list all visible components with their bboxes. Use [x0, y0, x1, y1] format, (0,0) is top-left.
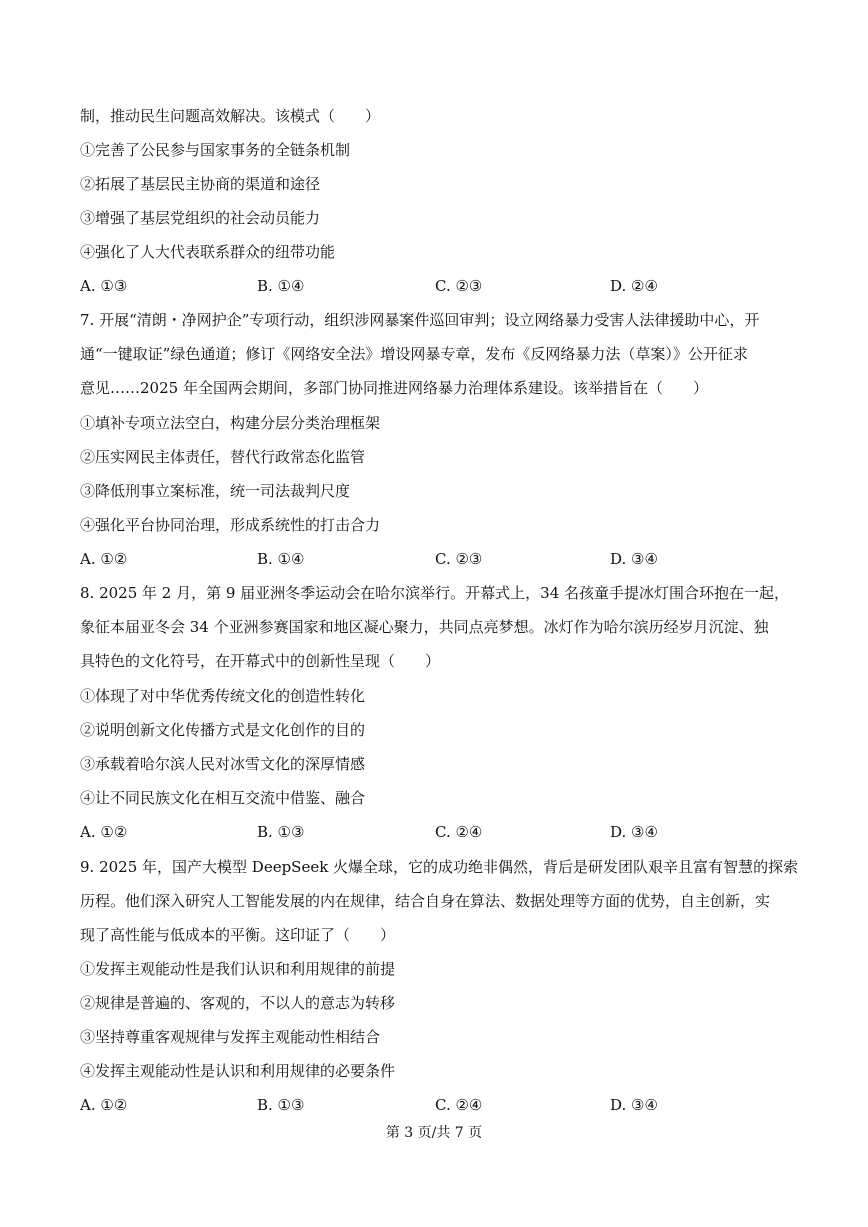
q9-option-c: C. ②④ [435, 1096, 483, 1114]
q7-option-a: A. ①② [80, 550, 128, 568]
q6-stem-tail: 制，推动民生问题高效解决。该模式（ ） [80, 107, 381, 125]
q6-option-c: C. ②③ [435, 277, 483, 295]
q7-options [80, 549, 790, 569]
q8-statement-1: ①体现了对中华优秀传统文化的创造性转化 [80, 687, 366, 705]
q7-stem-line-1: 7. 开展“清朗・净网护企”专项行动，组织涉网暴案件巡回审判；设立网络暴力受害人法律援助中心，开 [80, 311, 760, 329]
q9-stem-line-2: 历程。他们深入研究人工智能发展的内在规律，结合自身在算法、数据处理等方面的优势，自主创新，实 [80, 892, 771, 910]
q7-statement-3: ③降低刑事立案标准，统一司法裁判尺度 [80, 482, 351, 500]
q8-options [80, 822, 790, 842]
q9-options [80, 1095, 790, 1115]
q8-statement-3: ③承载着哈尔滨人民对冰雪文化的深厚情感 [80, 755, 366, 773]
q9-statement-2: ②规律是普遍的、客观的，不以人的意志为转移 [80, 994, 396, 1012]
q9-statement-3: ③坚持尊重客观规律与发挥主观能动性相结合 [80, 1028, 381, 1046]
q7-stem-line-2: 通“一键取证”绿色通道；修订《网络安全法》增设网暴专章，发布《反网络暴力法（草案）》公开征求 [80, 345, 748, 363]
q8-stem-line-1: 8. 2025 年 2 月，第 9 届亚洲冬季运动会在哈尔滨举行。开幕式上，34 名孩童手提冰灯围合环抱在一起， [80, 584, 790, 602]
q7-option-d: D. ③④ [610, 550, 658, 568]
q9-stem-line-3: 现了高性能与低成本的平衡。这印证了（ ） [80, 926, 396, 944]
q7-statement-2: ②压实网民主体责任，替代行政常态化监管 [80, 448, 366, 466]
q6-option-d: D. ②④ [610, 277, 658, 295]
q9-statement-1: ①发挥主观能动性是我们认识和利用规律的前提 [80, 960, 396, 978]
q8-statement-4: ④让不同民族文化在相互交流中借鉴、融合 [80, 789, 366, 807]
q9-statement-4: ④发挥主观能动性是认识和利用规律的必要条件 [80, 1062, 396, 1080]
q7-option-c: C. ②③ [435, 550, 483, 568]
q9-option-a: A. ①② [80, 1096, 128, 1114]
q9-option-b: B. ①③ [257, 1096, 305, 1114]
q8-option-b: B. ①③ [257, 823, 305, 841]
q9-stem-line-1: 9. 2025 年，国产大模型 DeepSeek 火爆全球，它的成功绝非偶然，背后是研发团队艰辛且富有智慧的探索 [80, 858, 799, 876]
q7-option-b: B. ①④ [257, 550, 305, 568]
q7-stem-line-3: 意见……2025 年全国两会期间，多部门协同推进网络暴力治理体系建设。该举措旨在（ ） [80, 379, 708, 397]
q8-option-a: A. ①② [80, 823, 128, 841]
q6-statement-3: ③增强了基层党组织的社会动员能力 [80, 209, 321, 227]
page-number-footer: 第 3 页/共 7 页 [385, 1125, 483, 1141]
q6-options [80, 276, 790, 296]
q8-option-d: D. ③④ [610, 823, 658, 841]
q6-statement-4: ④强化了人大代表联系群众的纽带功能 [80, 243, 336, 261]
q8-stem-line-2: 象征本届亚冬会 34 个亚洲参赛国家和地区凝心聚力，共同点亮梦想。冰灯作为哈尔滨历经岁月沉淀、独 [80, 618, 769, 636]
q8-statement-2: ②说明创新文化传播方式是文化创作的目的 [80, 721, 366, 739]
q8-option-c: C. ②④ [435, 823, 483, 841]
q6-statement-1: ①完善了公民参与国家事务的全链条机制 [80, 141, 351, 159]
q7-statement-1: ①填补专项立法空白，构建分层分类治理框架 [80, 414, 381, 432]
q6-statement-2: ②拓展了基层民主协商的渠道和途径 [80, 175, 321, 193]
q6-option-a: A. ①③ [80, 277, 128, 295]
q6-option-b: B. ①④ [257, 277, 305, 295]
q7-statement-4: ④强化平台协同治理，形成系统性的打击合力 [80, 516, 381, 534]
q9-option-d: D. ③④ [610, 1096, 658, 1114]
q8-stem-line-3: 具特色的文化符号，在开幕式中的创新性呈现（ ） [80, 652, 441, 670]
